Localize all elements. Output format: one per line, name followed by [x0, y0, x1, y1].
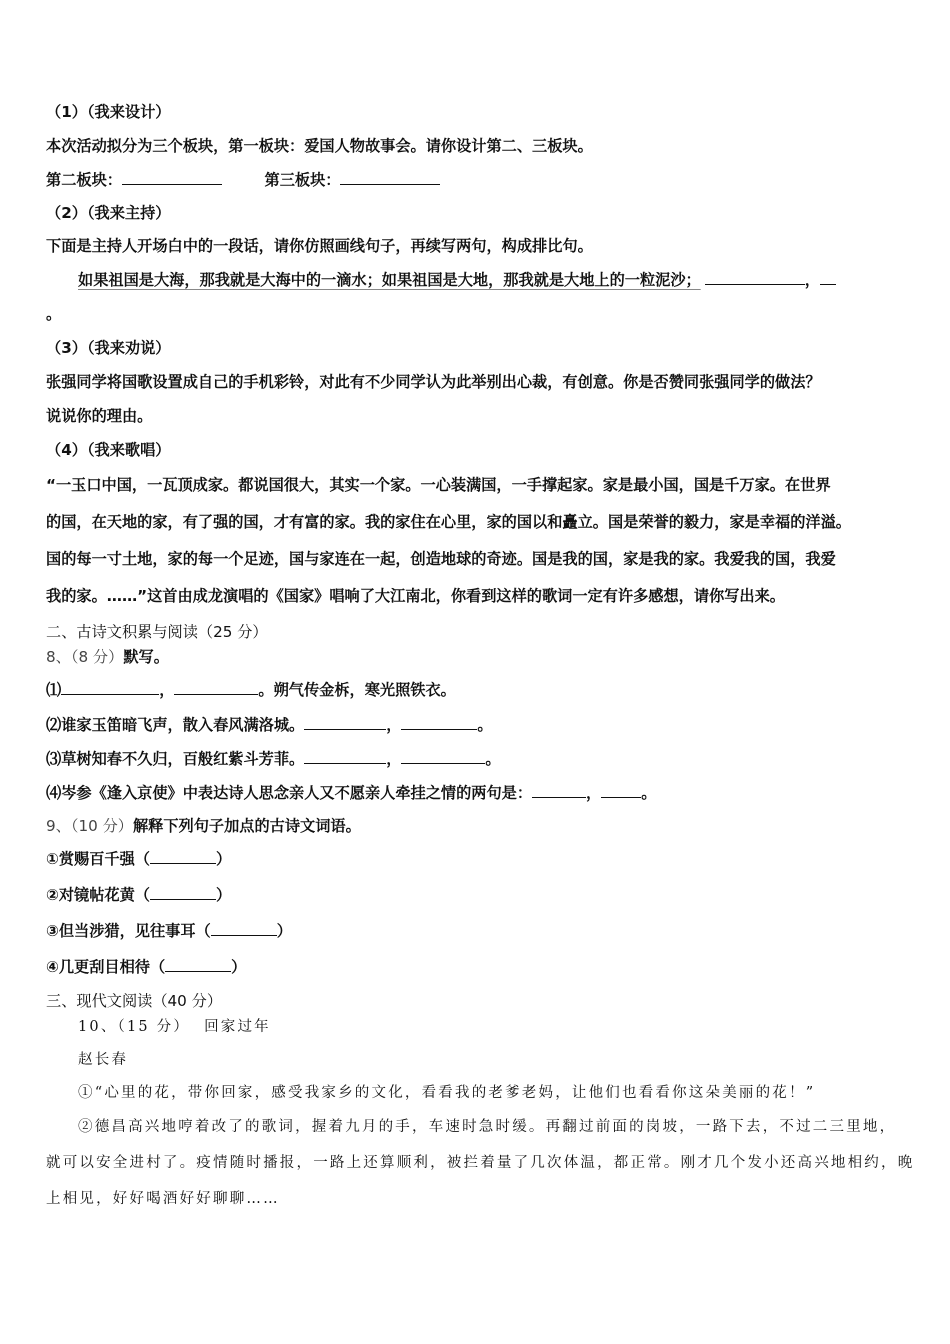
item-number: ⑵ [46, 716, 62, 734]
q9-3-blank[interactable] [211, 921, 277, 936]
q9-item-text: 几更刮目相待（ [58, 958, 166, 976]
article-paragraph-1: ①“心里的花，带你回家，感受我家乡的文化，看看我的老爹老妈，让他们也看看你这朵美丽的花！” [78, 1085, 816, 1101]
q3-heading: （3）（我来劝说） [46, 339, 171, 357]
article-title: 回家过年 [204, 1019, 271, 1035]
q10-number: 10、（15 分） [78, 1019, 191, 1035]
item-number: ⑴ [46, 681, 62, 699]
q4-heading: （4）（我来歌唱） [46, 441, 171, 459]
q8-4-blank-2[interactable] [601, 783, 641, 798]
block2-answer-blank[interactable] [122, 170, 222, 185]
q8-1-blank-2[interactable] [174, 680, 258, 695]
block3-answer-blank[interactable] [340, 170, 440, 185]
q8-item-4 [46, 783, 656, 803]
q9-item-text: 赏赐百千强（ [58, 850, 150, 868]
q8-item-2 [46, 715, 493, 735]
q9-item-text: 但当涉猎，见往事耳（ [58, 922, 211, 940]
q9-header [46, 816, 361, 836]
q4-lyrics-line: 国的每一寸土地，家的每一个足迹，国与家连在一起，创造地球的奇迹。国是我的国，家是我的家。我爱我的国，我爱 [46, 550, 836, 568]
comma: ， [386, 716, 402, 734]
close-paren: ） [276, 922, 292, 940]
q2-example-sentence: 如果祖国是大海，那我就是大海中的一滴水；如果祖国是大地，那我就是大地上的一粒泥沙； [78, 271, 701, 289]
q4-lyrics-line: 的国，在天地的家，有了强的国，才有富的家。我的家住在心里，家的国以和矗立。国是荣誉的毅力，家是幸福的洋溢。 [46, 513, 851, 531]
block2-label: 第二板块： [46, 171, 122, 189]
block3-label: 第三板块： [264, 171, 341, 189]
q3-prompt-line1: 张强同学将国歌设置成自己的手机彩铃，对此有不少同学认为此举别出心裁，有创意。你是否赞同张强同学的做法？ [46, 373, 821, 391]
item-number: ⑶ [46, 750, 62, 768]
circled-number: ① [46, 850, 59, 868]
close-paren: ） [215, 850, 232, 868]
q2-answer-blank-1[interactable] [705, 270, 805, 285]
article-author: 赵长春 [78, 1052, 129, 1068]
q4-lyrics-line: “一玉口中国，一瓦顶成家。都说国很大，其实一个家。一心装满国，一手撑起家。家是最小国，国是千万家。在世界 [46, 476, 831, 494]
q2-prompt: 下面是主持人开场白中的一段话，请你仿照画线句子，再续写两句，构成排比句。 [46, 237, 593, 255]
q9-item [46, 849, 231, 869]
q9-title: 解释下列句子加点的古诗文词语。 [132, 817, 361, 835]
q8-4-blank-1[interactable] [532, 783, 586, 798]
comma: ， [804, 271, 820, 289]
q9-1-blank[interactable] [150, 849, 216, 864]
q10-header [78, 1017, 271, 1037]
q8-3-blank-2[interactable] [401, 749, 485, 764]
q8-number: 8、（8 分） [46, 648, 124, 666]
q8-3-text: 草树知春不久归，百般红紫斗芳菲。 [61, 750, 305, 768]
article-paragraph-2-cont: 就可以安全进村了。疫情随时播报，一路上还算顺利，被拦着量了几次体温，都正常。刚才几个发小还高兴地相约，晚 [46, 1155, 915, 1171]
q9-4-blank[interactable] [165, 957, 231, 972]
q8-4-text: 岑参《逢入京使》中表达诗人思念亲人又不愿亲人牵挂之情的两句是： [61, 784, 532, 802]
q9-item [46, 921, 292, 941]
period: 。 [641, 784, 657, 802]
comma: ， [586, 784, 602, 802]
q1-prompt: 本次活动拟分为三个板块，第一板块：爱国人物故事会。请你设计第二、三板块。 [46, 137, 593, 155]
article-paragraph-2: ②德昌高兴地哼着改了的歌词，握着九月的手，车速时急时缓。再翻过前面的岗坡，一路下去，不过二三里地， [78, 1119, 897, 1135]
q8-1-blank-1[interactable] [61, 680, 159, 695]
q2-heading: （2）（我来主持） [46, 204, 171, 222]
q2-end-period: 。 [46, 305, 62, 323]
close-paren: ） [215, 886, 232, 904]
q8-3-blank-1[interactable] [304, 749, 386, 764]
article-paragraph-2-end: 上相见，好好喝酒好好聊聊…… [46, 1191, 280, 1207]
section2-title: 二、古诗文积累与阅读（25 分） [46, 623, 268, 641]
q4-lyrics-line: 我的家。……”这首由成龙演唱的《国家》唱响了大江南北，你看到这样的歌词一定有许多感想，请你写出来。 [46, 587, 785, 605]
q2-example-row [46, 270, 836, 290]
q9-2-blank[interactable] [150, 885, 216, 900]
q3-prompt-line2: 说说你的理由。 [46, 407, 153, 425]
q8-item-1 [46, 680, 456, 700]
period: 。 [485, 750, 501, 768]
circled-number: ② [46, 886, 59, 904]
close-paren: ） [231, 958, 247, 976]
q9-item-text: 对镜帖花黄（ [58, 886, 150, 904]
q9-item [46, 957, 246, 977]
q8-2-blank-1[interactable] [304, 715, 386, 730]
q9-item [46, 885, 231, 905]
period: 。 [477, 716, 493, 734]
item-number: ⑷ [46, 784, 62, 802]
comma: ， [386, 750, 402, 768]
section3-title: 三、现代文阅读（40 分） [46, 992, 223, 1010]
circled-number: ④ [46, 958, 59, 976]
q8-1-text: 。朔气传金柝，寒光照铁衣。 [258, 681, 456, 699]
q1-heading: （1）（我来设计） [46, 103, 171, 121]
q8-title: 默写。 [123, 648, 169, 666]
q8-header [46, 647, 169, 667]
q8-2-blank-2[interactable] [401, 715, 477, 730]
circled-number: ③ [46, 922, 59, 940]
q2-answer-blank-2[interactable] [820, 270, 836, 285]
q8-2-text: 谁家玉笛暗飞声，散入春风满洛城。 [61, 716, 305, 734]
q1-answer-row [46, 170, 440, 190]
q8-item-3 [46, 749, 501, 769]
q9-number: 9、（10 分） [46, 817, 133, 835]
comma: ， [159, 681, 175, 699]
